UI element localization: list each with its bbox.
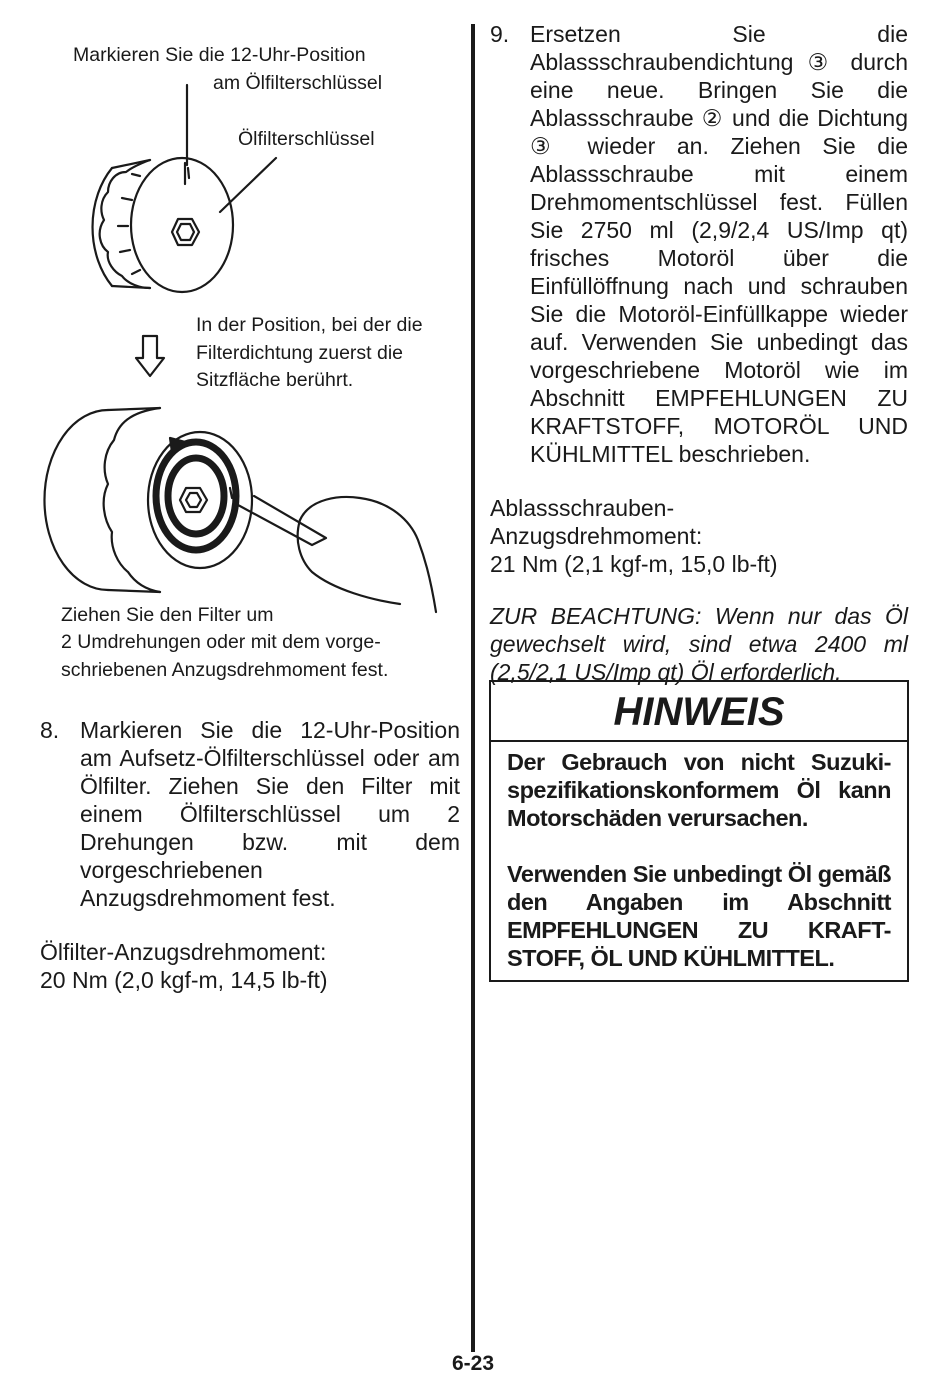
step-8-number: 8. xyxy=(40,717,60,743)
down-arrow-icon xyxy=(136,336,164,376)
filter-top-icon xyxy=(93,85,276,292)
drain-bolt-torque-value: 21 Nm (2,1 kgf-m, 15,0 lb-ft) xyxy=(490,551,778,577)
hinweis-paragraph-1: Der Gebrauch von nicht Suzuki-spezifikationskonformem Öl kann Motorschäden verursachen. xyxy=(507,749,891,831)
caption-tighten-line3: schriebenen Anzugsdrehmoment fest. xyxy=(61,659,389,681)
oil-change-note: ZUR BEACHTUNG: Wenn nur das Öl gewechselt wird, sind etwa 2400 ml (2,5/2,1 US/Imp qt) Öl erforderlich. xyxy=(490,603,908,685)
caption-position-line2: Filterdichtung zuerst die xyxy=(196,342,404,364)
right-column xyxy=(490,20,908,686)
hinweis-paragraph-2: Verwenden Sie unbedingt Öl gemäß den Angaben im Abschnitt EMPFEHLUNGEN ZU KRAFT-STOFF, ÖL UND KÜHLMITTEL. xyxy=(507,861,891,971)
caption-position-line1: In der Position, bei der die xyxy=(196,314,423,336)
caption-tighten-line1: Ziehen Sie den Filter um xyxy=(61,604,274,626)
hinweis-notice-box xyxy=(489,680,909,982)
column-divider xyxy=(471,24,475,1352)
step-8 xyxy=(40,716,460,912)
drain-bolt-torque-label-line2: Anzugsdrehmoment: xyxy=(490,523,703,549)
caption-mark-line2: am Ölfilterschlüssel xyxy=(213,72,383,94)
step-9-text: Ersetzen Sie die Ablassschraubendichtung ③ durch eine neue. Bringen Sie die Ablassschraube ② und die Dichtung ③ wieder an. Ziehen Sie die Ablassschraube mit einem Drehmomentschlüssel fest. Füllen Sie 2750 ml (2,9/2,4 US/Imp qt) frisches Motoröl über die Einfüllöffnung nach und schrauben Sie die Motoröl-Einfüllkappe wieder auf. Verwenden Sie unbedingt das vorgeschriebene Motoröl wie im Abschnitt EMPFEHLUNGEN ZU KRAFTSTOFF, MOTORÖL UND KÜHLMITTEL beschrieben. xyxy=(530,21,908,467)
hinweis-body xyxy=(491,742,907,972)
drain-bolt-torque-label-line1: Ablassschrauben- xyxy=(490,495,675,521)
step-8-text: Markieren Sie die 12-Uhr-Position am Aufsetz-Ölfilterschlüssel oder am Ölfilter. Ziehen Sie den Filter mit einem Ölfilterschlüssel um 2 Drehungen bzw. mit dem vorgeschriebenen Anzugsdrehmoment fest. xyxy=(80,717,460,911)
filter-bottom-icon xyxy=(44,408,436,612)
hinweis-title: HINWEIS xyxy=(491,682,907,742)
oil-filter-illustration xyxy=(0,0,470,700)
step-9 xyxy=(490,20,908,468)
page-number: 6-23 xyxy=(451,1352,495,1375)
oil-filter-torque-value: 20 Nm (2,0 kgf-m, 14,5 lb-ft) xyxy=(40,967,328,993)
caption-wrench: Ölfilterschlüssel xyxy=(238,128,375,150)
caption-tighten-line2: 2 Umdrehungen oder mit dem vorge- xyxy=(61,631,381,653)
step-9-number: 9. xyxy=(490,21,510,47)
caption-mark-line1: Markieren Sie die 12-Uhr-Position xyxy=(73,44,366,66)
oil-filter-torque-label: Ölfilter-Anzugsdrehmoment: xyxy=(40,939,327,965)
caption-position-line3: Sitzfläche berührt. xyxy=(196,369,354,391)
left-column xyxy=(40,716,460,994)
